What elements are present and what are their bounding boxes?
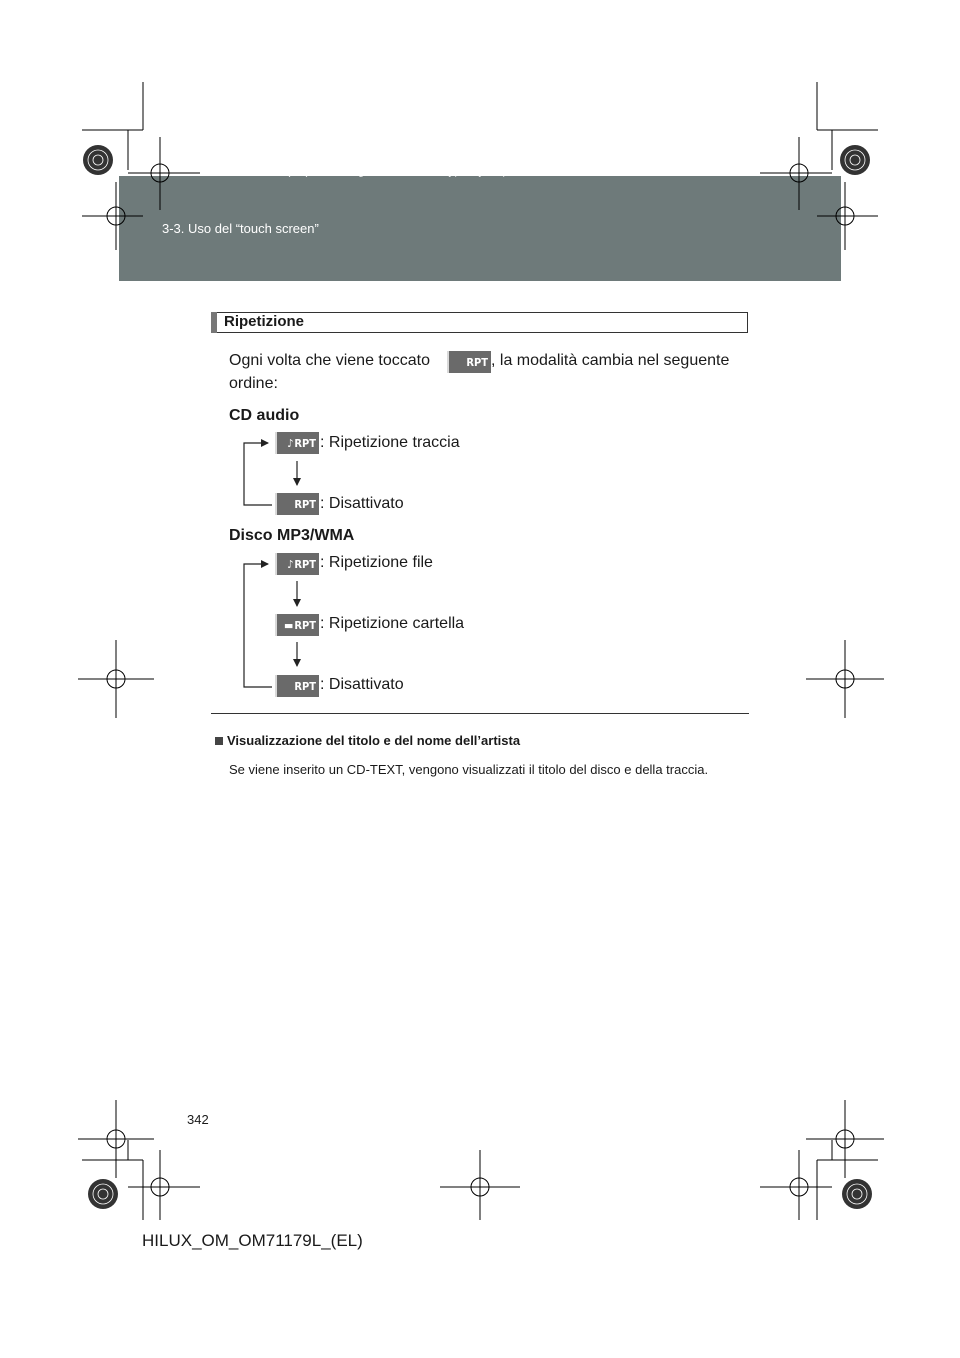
note-title bbox=[215, 733, 520, 748]
rpt-button-label: RPT bbox=[294, 679, 316, 693]
rpt-button-label: RPT bbox=[294, 497, 316, 511]
note-text: Se viene inserito un CD-TEXT, vengono visualizzati il titolo del disco e della traccia. bbox=[229, 762, 709, 777]
folder-icon: ▬ bbox=[284, 618, 294, 632]
page-number: 342 bbox=[187, 1112, 209, 1127]
mp3-loop-arrow bbox=[244, 564, 272, 687]
mp3-item-file: : Ripetizione file bbox=[320, 554, 433, 571]
section-divider bbox=[211, 713, 749, 714]
cd-audio-heading: CD audio bbox=[229, 407, 300, 424]
cd-loop-arrow bbox=[244, 443, 272, 505]
section-label: 3-3. Uso del “touch screen” bbox=[162, 221, 319, 236]
rpt-button-label: RPT bbox=[294, 436, 316, 450]
rpt-button-label: RPT bbox=[294, 557, 316, 571]
mp3-item-folder: : Ripetizione cartella bbox=[320, 615, 465, 632]
mp3-item-off: : Disattivato bbox=[320, 676, 404, 693]
note-title-text: Visualizzazione del titolo e del nome dell’artista bbox=[227, 733, 521, 748]
intro-text-start: Ogni volta che viene toccato bbox=[229, 352, 431, 369]
intro-text-end: , la modalità cambia nel seguente bbox=[491, 352, 730, 369]
music-note-icon: ♪ bbox=[287, 557, 294, 571]
cd-item-off: : Disattivato bbox=[320, 495, 404, 512]
topic-title: Ripetizione bbox=[224, 313, 305, 330]
footer-document-id: HILUX_OM_OM71179L_(EL) bbox=[142, 1231, 363, 1250]
square-bullet-icon bbox=[215, 737, 223, 745]
music-note-icon: ♪ bbox=[287, 436, 294, 450]
intro-text-line2: ordine: bbox=[229, 375, 278, 392]
cd-item-track: : Ripetizione traccia bbox=[320, 434, 460, 451]
rpt-button-label: RPT bbox=[466, 355, 488, 369]
mp3-heading: Disco MP3/WMA bbox=[229, 527, 355, 544]
book-info-line: HILUX_OM_OM71179L_(EL).book Page 342 Wednesday, May 16, 2012 11:37 AM bbox=[178, 168, 593, 179]
rpt-button-label: RPT bbox=[294, 618, 316, 632]
